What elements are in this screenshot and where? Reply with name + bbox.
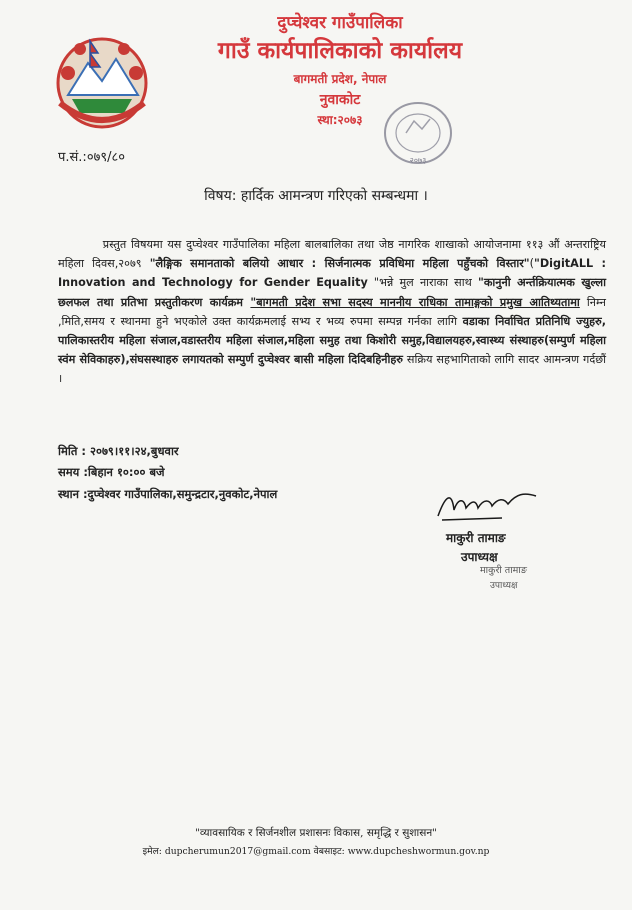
municipality-name: दुप्चेश्वर गाउँपालिका bbox=[277, 13, 403, 33]
established-line: स्था:२०७३ bbox=[317, 113, 363, 127]
office-stamp-icon bbox=[378, 93, 458, 171]
invitees: वडाका निर्वाचित प्रतिनिधि ज्युहरु, पालिकास्तरीय महिला संजाल,वडास्तरीय महिला संजाल,महिला समुह तथा किशोरी समुह,विद्यालयहरु,स्वास्थ्य संस्थाहरु(सम्पुर्ण महिला स्वंम सेविकाहरु),संघसस्थाहरु लगायतको सम्पुर्ण दुप्चेश्वर बासी महिला दिदिबहिनीहरु bbox=[58, 314, 606, 367]
svg-text:२०७३: २०७३ bbox=[409, 156, 427, 165]
footer-contact: इमेल: dupcherumun2017@gmail.com वेबसाइट: www.dupcheshwormun.gov.np bbox=[142, 846, 490, 857]
reference-number: प.सं.:०७९/८० bbox=[58, 150, 125, 165]
stamp-signatory-designation: उपाध्यक्ष bbox=[490, 581, 518, 591]
body-text: प्रस्तुत विषयमा यस दुप्चेश्वर गाउँपालिका महिला बालबालिका तथा जेष्ठ नागरिक शाखाको आयोजनामा ११३ औं अन्तराष्ट्रिय महिला दिवस,२०७९ bbox=[58, 238, 606, 271]
body-text: सक्रिय सहभागिताको लागि सादर आमन्त्रण गर्दछौं । bbox=[58, 353, 606, 386]
signature-icon bbox=[432, 488, 542, 524]
event-date: मिति : २०७९।११।२४,बुधवार bbox=[58, 444, 179, 458]
body-text: "भन्ने मुल नाराका साथ bbox=[367, 276, 478, 290]
province-line: बागमती प्रदेश, नेपाल bbox=[293, 72, 387, 86]
event-venue: स्थान :दुप्चेश्वर गाउँपालिका,समुन्द्रटार,नुवकोट,नेपाल bbox=[58, 487, 278, 501]
event-time: समय :बिहान १०:०० बजे bbox=[58, 465, 165, 479]
chief-guest: "बागमती प्रदेश सभा सदस्य माननीय राधिका तामाङ्गको प्रमुख आतिथ्यतामा bbox=[250, 295, 580, 309]
footer-slogan: "व्यावसायिक र सिर्जनशील प्रशासनः विकास, समृद्धि र सुशासन" bbox=[195, 827, 437, 839]
district-line: नुवाकोट bbox=[319, 92, 361, 108]
signatory-name: माकुरी तामाङ bbox=[446, 531, 506, 545]
body-text: ( bbox=[529, 257, 535, 271]
stamp-signatory-name: माकुरी तामाङ bbox=[480, 565, 527, 576]
theme-english: "DigitALL : Innovation and Technology for Gender Equality bbox=[58, 257, 607, 290]
subject-line: विषय: हार्दिक आमन्त्रण गरिएको सम्बन्धमा । bbox=[204, 188, 428, 204]
signatory-designation: उपाध्यक्ष bbox=[461, 550, 498, 564]
body-text: निम्न ,मिति,समय र स्थानमा हुने भएकोले उक्त कार्यक्रमलाई सभ्य र भव्य रुपमा सम्पन्न गर्नका लागि bbox=[58, 295, 606, 328]
theme-nepali: "लैङ्गिक समानताको बलियो आधार : सिर्जनात्मक प्रविधिमा महिला पहुँचको विस्तार" bbox=[149, 257, 530, 271]
letter-body bbox=[58, 235, 606, 389]
program-name: "कानुनी अर्न्तक्रियात्मक खुल्ला छलफल तथा प्रतिभा प्रस्तुतीकरण कार्यक्रम bbox=[58, 276, 606, 309]
nepal-emblem-icon bbox=[50, 33, 154, 133]
office-name: गाउँ कार्यपालिकाको कार्यालय bbox=[217, 38, 463, 64]
